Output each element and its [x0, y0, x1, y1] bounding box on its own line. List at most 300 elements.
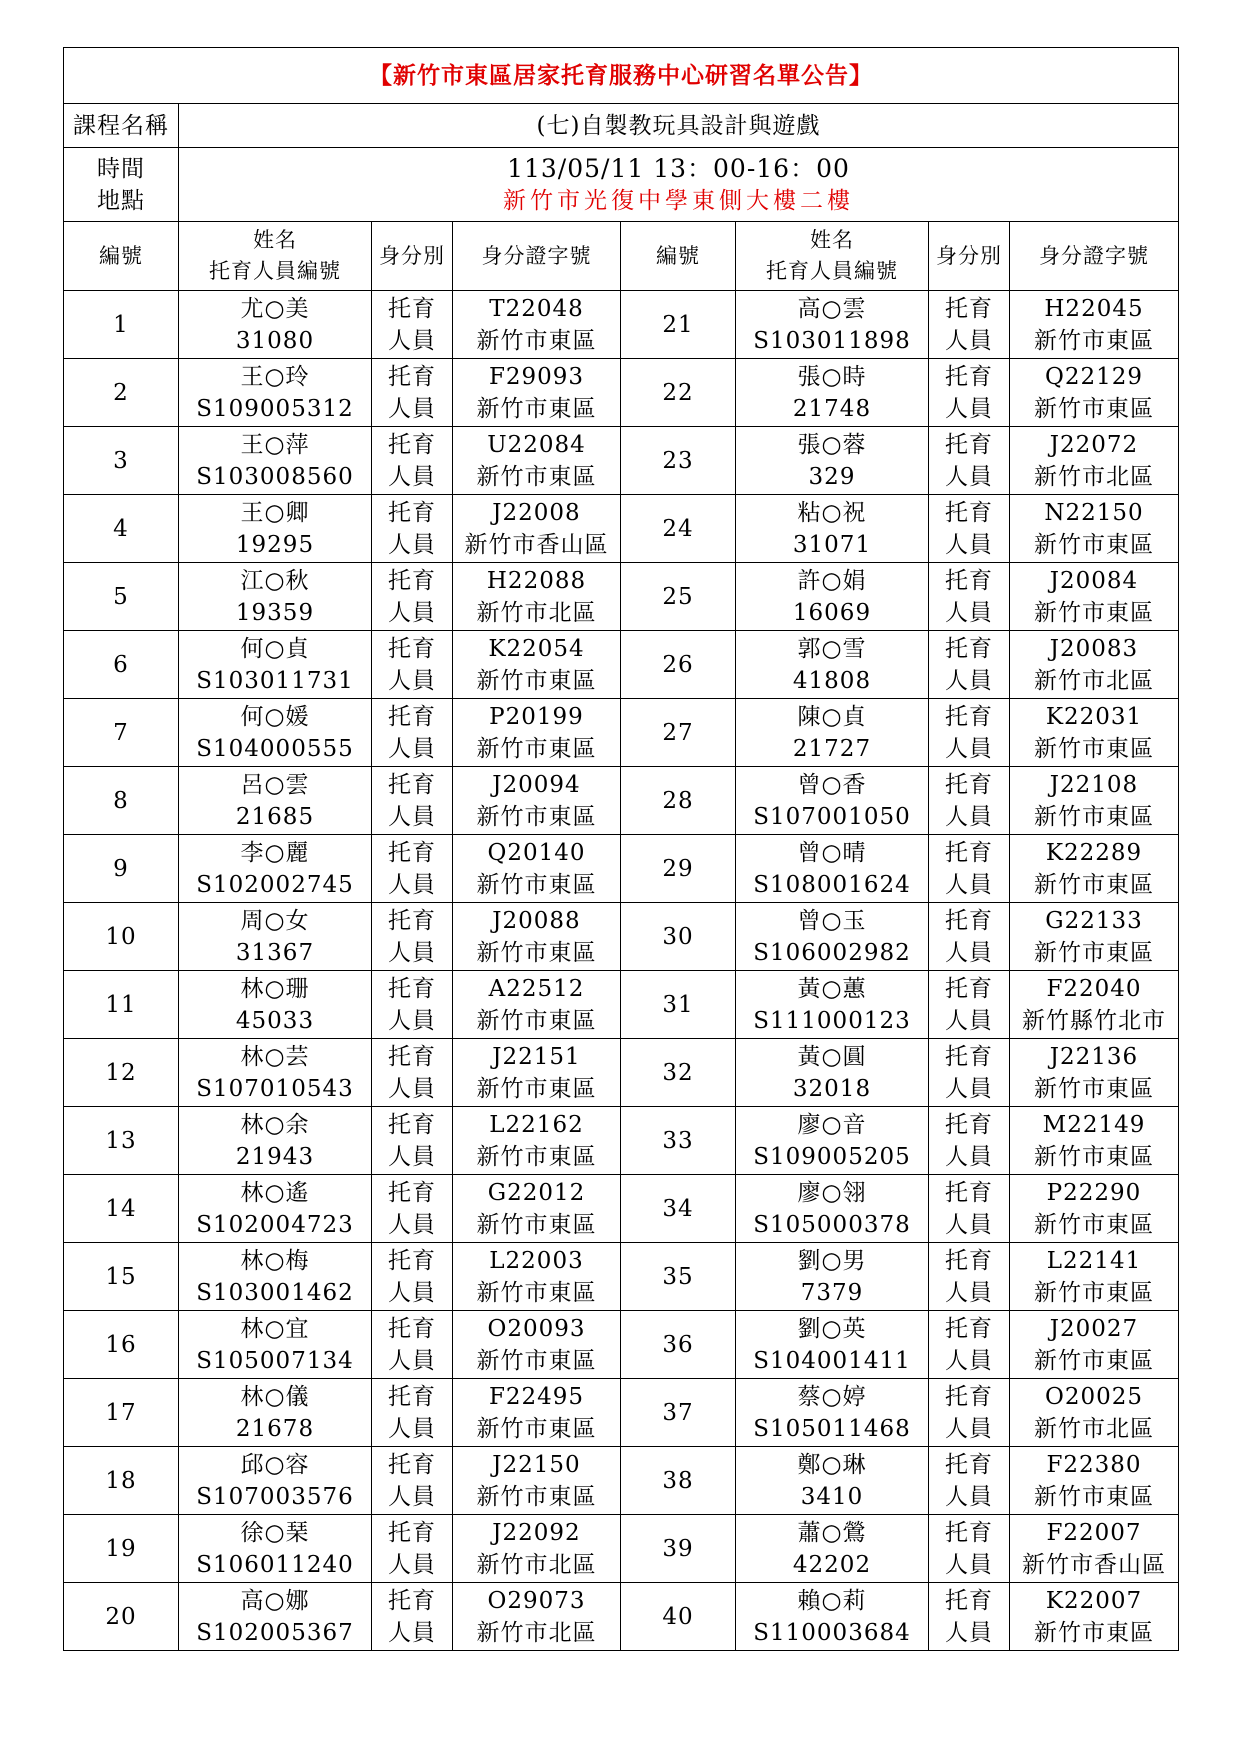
row-number: 39: [621, 1515, 736, 1583]
person-role-line1: 托育: [388, 567, 436, 594]
person-role-line1: 托育: [945, 771, 993, 798]
person-name-line2: S104001411: [753, 1347, 911, 1374]
person-name-line2: S105007134: [196, 1347, 354, 1374]
row-number: 40: [621, 1583, 736, 1651]
person-role-line1: 托育: [945, 703, 993, 730]
row-number: 1: [64, 291, 179, 359]
person-id-line1: J20088: [492, 907, 581, 934]
person-id: [453, 495, 621, 563]
person-id-line2: 新竹市東區: [1034, 1619, 1154, 1646]
person-name-line2: S103011898: [753, 327, 911, 354]
person-name-line1: 曾○玉: [797, 907, 867, 934]
person-id-line2: 新竹市東區: [476, 1143, 597, 1170]
person-id-line2: 新竹市東區: [1034, 1143, 1154, 1170]
person-name-line1: 劉○男: [797, 1247, 867, 1274]
person-name-line2: 21685: [235, 803, 315, 830]
person-name-line2: 21943: [235, 1143, 315, 1170]
person-role: [929, 291, 1010, 359]
person-name-line1: 邱○容: [240, 1451, 310, 1478]
row-number: 16: [64, 1311, 179, 1379]
person-role: [372, 291, 453, 359]
table-row: [64, 1175, 1179, 1243]
person-role: [372, 1175, 453, 1243]
person-name: [179, 699, 372, 767]
person-role-line2: 人員: [945, 531, 993, 558]
roster-table: [63, 47, 1179, 1651]
person-role-line1: 托育: [388, 771, 436, 798]
person-name-line2: 45033: [235, 1007, 315, 1034]
header-id: 身分證字號: [453, 222, 621, 291]
person-id-line1: O20093: [487, 1315, 586, 1342]
person-name-line2: 21727: [792, 735, 872, 762]
person-id-line2: 新竹市東區: [476, 735, 597, 762]
person-id-line1: K22289: [1045, 839, 1143, 866]
person-role-line2: 人員: [388, 1211, 436, 1238]
person-role-line2: 人員: [388, 939, 436, 966]
person-id-line2: 新竹市東區: [1034, 803, 1154, 830]
person-id-line2: 新竹市東區: [1034, 1211, 1154, 1238]
person-role: [929, 563, 1010, 631]
row-number: 37: [621, 1379, 736, 1447]
person-name: [736, 563, 929, 631]
person-role-line1: 托育: [945, 1043, 993, 1070]
person-name-line2: S107001050: [753, 803, 911, 830]
person-id-line2: 新竹市東區: [476, 1415, 597, 1442]
person-role-line2: 人員: [945, 1551, 993, 1578]
person-name-line2: 32018: [792, 1075, 872, 1102]
person-id-line2: 新竹市東區: [476, 1007, 597, 1034]
person-name: [736, 1515, 929, 1583]
person-name: [179, 631, 372, 699]
person-name-line1: 何○貞: [240, 635, 310, 662]
person-role: [929, 835, 1010, 903]
person-role-line1: 托育: [388, 1111, 436, 1138]
row-number: 33: [621, 1107, 736, 1175]
person-name-line2: 7379: [800, 1279, 864, 1306]
person-name: [179, 1311, 372, 1379]
person-name-line2: 3410: [800, 1483, 864, 1510]
person-role-line2: 人員: [945, 463, 993, 490]
person-id-line1: M22149: [1042, 1111, 1146, 1138]
person-name: [179, 1447, 372, 1515]
person-role: [372, 1447, 453, 1515]
person-role-line1: 托育: [945, 567, 993, 594]
person-name-line2: S103001462: [196, 1279, 354, 1306]
header-name-line1: 姓名: [810, 228, 854, 252]
person-name: [179, 359, 372, 427]
person-id: [1010, 903, 1179, 971]
person-name: [179, 903, 372, 971]
person-role: [929, 767, 1010, 835]
table-row: [64, 1379, 1179, 1447]
table-row: [64, 1447, 1179, 1515]
person-name: [736, 291, 929, 359]
person-role: [929, 971, 1010, 1039]
person-role-line2: 人員: [945, 939, 993, 966]
person-id-line1: U22084: [487, 431, 586, 458]
person-name-line1: 江○秋: [240, 567, 310, 594]
page-title: 【新竹市東區居家托育服務中心研習名單公告】: [64, 48, 1179, 104]
person-name: [736, 1379, 929, 1447]
person-id-line2: 新竹市東區: [1034, 735, 1154, 762]
person-role: [929, 1379, 1010, 1447]
row-number: 3: [64, 427, 179, 495]
person-id: [1010, 971, 1179, 1039]
datetime-value: 113/05/11 13：00-16：00: [507, 153, 850, 183]
person-name-line2: S107003576: [196, 1483, 354, 1510]
person-id-line1: Q22129: [1044, 363, 1144, 390]
person-id-line1: F22007: [1046, 1519, 1142, 1546]
person-name-line1: 林○梅: [240, 1247, 310, 1274]
person-id-line1: J22072: [1049, 431, 1139, 458]
person-id-line1: F22380: [1046, 1451, 1142, 1478]
table-row: [64, 767, 1179, 835]
person-name-line1: 周○女: [240, 907, 310, 934]
person-role-line1: 托育: [945, 431, 993, 458]
person-name-line2: S104000555: [196, 735, 354, 762]
person-role-line2: 人員: [388, 735, 436, 762]
person-role-line2: 人員: [388, 531, 436, 558]
person-id: [453, 1311, 621, 1379]
person-id: [453, 1447, 621, 1515]
row-number: 31: [621, 971, 736, 1039]
person-name: [179, 1583, 372, 1651]
person-role: [372, 1583, 453, 1651]
person-role-line2: 人員: [388, 1415, 436, 1442]
person-role-line2: 人員: [945, 395, 993, 422]
person-id-line2: 新竹市東區: [1034, 327, 1154, 354]
person-id-line1: J20027: [1049, 1315, 1139, 1342]
person-role-line1: 托育: [945, 1247, 993, 1274]
person-id: [453, 1515, 621, 1583]
person-id: [1010, 1175, 1179, 1243]
person-role-line1: 托育: [945, 1179, 993, 1206]
row-number: 22: [621, 359, 736, 427]
person-id-line2: 新竹市東區: [476, 1483, 597, 1510]
person-name-line2: 329: [808, 463, 856, 490]
table-row: [64, 971, 1179, 1039]
person-name-line2: 19359: [235, 599, 315, 626]
person-id: [453, 971, 621, 1039]
person-role-line2: 人員: [388, 1347, 436, 1374]
person-name-line2: S105011468: [753, 1415, 911, 1442]
person-name-line2: S103008560: [196, 463, 354, 490]
person-id-line1: O29073: [487, 1587, 586, 1614]
person-id: [453, 291, 621, 359]
person-role-line2: 人員: [388, 395, 436, 422]
person-name: [736, 1447, 929, 1515]
person-name-line1: 廖○翎: [797, 1179, 867, 1206]
person-name: [736, 835, 929, 903]
person-name-line1: 王○玲: [240, 363, 310, 390]
person-id-line2: 新竹市東區: [1034, 1279, 1154, 1306]
row-number: 2: [64, 359, 179, 427]
person-role-line1: 托育: [388, 1383, 436, 1410]
person-name: [736, 971, 929, 1039]
person-role-line1: 托育: [388, 1179, 436, 1206]
row-number: 27: [621, 699, 736, 767]
person-id: [1010, 835, 1179, 903]
table-row: [64, 1243, 1179, 1311]
person-id: [1010, 1107, 1179, 1175]
person-role-line1: 托育: [388, 1247, 436, 1274]
person-role: [929, 1039, 1010, 1107]
row-number: 20: [64, 1583, 179, 1651]
row-number: 28: [621, 767, 736, 835]
person-id: [1010, 631, 1179, 699]
person-name-line1: 張○時: [797, 363, 867, 390]
time-place-value: [179, 148, 1179, 222]
table-row: [64, 1515, 1179, 1583]
header-no: 編號: [64, 222, 179, 291]
row-number: 11: [64, 971, 179, 1039]
person-role: [372, 563, 453, 631]
person-id-line1: J22136: [1049, 1043, 1139, 1070]
person-role: [929, 1107, 1010, 1175]
row-number: 7: [64, 699, 179, 767]
person-id: [1010, 1515, 1179, 1583]
row-number: 35: [621, 1243, 736, 1311]
person-name-line1: 黃○圓: [797, 1043, 867, 1070]
person-name-line2: S102004723: [196, 1211, 354, 1238]
person-id-line2: 新竹市東區: [1034, 1483, 1154, 1510]
row-number: 23: [621, 427, 736, 495]
table-row: [64, 1039, 1179, 1107]
person-role: [372, 1311, 453, 1379]
person-name: [736, 1107, 929, 1175]
person-id-line2: 新竹市北區: [476, 1551, 597, 1578]
person-name-line1: 蕭○鶯: [797, 1519, 867, 1546]
person-name-line1: 尤○美: [240, 295, 310, 322]
person-role-line2: 人員: [388, 1143, 436, 1170]
person-id: [1010, 291, 1179, 359]
person-id-line2: 新竹市北區: [476, 1619, 597, 1646]
person-name-line1: 黃○蕙: [797, 975, 867, 1002]
person-id: [453, 699, 621, 767]
person-id-line2: 新竹市東區: [1034, 395, 1154, 422]
person-role-line1: 托育: [388, 975, 436, 1002]
person-name-line2: S103011731: [196, 667, 354, 694]
person-name-line1: 高○娜: [240, 1587, 310, 1614]
person-id-line1: P20199: [489, 703, 584, 730]
person-id: [1010, 1379, 1179, 1447]
row-number: 15: [64, 1243, 179, 1311]
person-role: [372, 1243, 453, 1311]
row-number: 12: [64, 1039, 179, 1107]
person-role: [929, 359, 1010, 427]
person-id: [453, 1379, 621, 1447]
person-role-line1: 托育: [945, 295, 993, 322]
person-name-line2: S106002982: [753, 939, 911, 966]
person-id-line1: K22054: [488, 635, 585, 662]
person-role-line2: 人員: [945, 1415, 993, 1442]
person-name-line2: S102002745: [196, 871, 354, 898]
person-name: [736, 1175, 929, 1243]
person-id-line1: F22495: [488, 1383, 585, 1410]
person-name-line1: 徐○琹: [240, 1519, 310, 1546]
person-id-line1: A22512: [488, 975, 585, 1002]
person-name: [736, 1039, 929, 1107]
person-role-line2: 人員: [945, 667, 993, 694]
person-id-line1: J22092: [492, 1519, 581, 1546]
person-role-line1: 托育: [388, 703, 436, 730]
person-role-line2: 人員: [388, 1483, 436, 1510]
person-id: [453, 903, 621, 971]
person-name-line2: S107010543: [196, 1075, 354, 1102]
person-role-line1: 托育: [388, 1451, 436, 1478]
table-row: [64, 427, 1179, 495]
row-number: 38: [621, 1447, 736, 1515]
person-role: [372, 495, 453, 563]
person-id: [1010, 359, 1179, 427]
person-name-line1: 林○遙: [240, 1179, 310, 1206]
person-id-line1: K22007: [1045, 1587, 1143, 1614]
person-name: [179, 291, 372, 359]
person-role-line2: 人員: [945, 1347, 993, 1374]
person-role: [372, 359, 453, 427]
person-id-line1: O20025: [1044, 1383, 1144, 1410]
person-name-line1: 蔡○婷: [797, 1383, 867, 1410]
person-id-line2: 新竹市北區: [1034, 667, 1154, 694]
person-role-line1: 托育: [388, 363, 436, 390]
course-name: (七)自製教玩具設計與遊戲: [179, 104, 1179, 148]
person-id: [1010, 1311, 1179, 1379]
row-number: 4: [64, 495, 179, 563]
person-name-line2: 31080: [235, 327, 315, 354]
person-role-line2: 人員: [945, 327, 993, 354]
person-role-line2: 人員: [945, 735, 993, 762]
row-number: 36: [621, 1311, 736, 1379]
row-number: 18: [64, 1447, 179, 1515]
person-role: [372, 903, 453, 971]
person-id: [453, 1583, 621, 1651]
person-id-line2: 新竹市北區: [476, 599, 597, 626]
person-role-line2: 人員: [388, 1279, 436, 1306]
row-number: 29: [621, 835, 736, 903]
person-role: [372, 631, 453, 699]
person-role-line2: 人員: [945, 1211, 993, 1238]
person-name-line1: 何○媛: [240, 703, 310, 730]
person-id: [453, 631, 621, 699]
person-id-line1: N22150: [1044, 499, 1144, 526]
person-id: [1010, 495, 1179, 563]
person-name-line1: 林○珊: [240, 975, 310, 1002]
person-role-line2: 人員: [945, 1483, 993, 1510]
person-id-line1: T22048: [489, 295, 584, 322]
person-role-line1: 托育: [945, 635, 993, 662]
person-id-line2: 新竹市東區: [1034, 939, 1154, 966]
person-role-line2: 人員: [945, 1619, 993, 1646]
person-name: [736, 767, 929, 835]
row-number: 9: [64, 835, 179, 903]
person-id: [453, 1175, 621, 1243]
header-id-2: 身分證字號: [1010, 222, 1179, 291]
header-name: [179, 222, 372, 291]
person-name-line1: 呂○雲: [240, 771, 310, 798]
person-name-line1: 郭○雪: [797, 635, 867, 662]
time-place-label: [64, 148, 179, 222]
person-name-line2: S109005312: [196, 395, 354, 422]
person-id-line2: 新竹市北區: [1034, 1415, 1154, 1442]
person-role-line1: 托育: [388, 907, 436, 934]
table-row: [64, 495, 1179, 563]
person-role-line1: 托育: [388, 839, 436, 866]
person-role: [929, 427, 1010, 495]
person-role-line2: 人員: [388, 871, 436, 898]
person-name-line1: 陳○貞: [797, 703, 867, 730]
person-id-line1: J22008: [492, 499, 581, 526]
person-role-line1: 托育: [388, 1043, 436, 1070]
person-role: [372, 835, 453, 903]
person-name: [736, 1583, 929, 1651]
person-id-line1: L22162: [489, 1111, 584, 1138]
person-name: [736, 427, 929, 495]
person-id-line1: Q20140: [487, 839, 586, 866]
person-role: [929, 903, 1010, 971]
row-number: 34: [621, 1175, 736, 1243]
table-row: [64, 903, 1179, 971]
person-role: [929, 1447, 1010, 1515]
row-number: 14: [64, 1175, 179, 1243]
person-name: [736, 1243, 929, 1311]
row-number: 21: [621, 291, 736, 359]
person-id-line2: 新竹市東區: [476, 1347, 597, 1374]
person-id: [453, 1107, 621, 1175]
person-name-line2: S106011240: [196, 1551, 354, 1578]
person-role-line1: 托育: [388, 1519, 436, 1546]
person-id: [453, 1039, 621, 1107]
person-role-line1: 托育: [945, 1587, 993, 1614]
person-id: [453, 767, 621, 835]
person-role-line2: 人員: [945, 1007, 993, 1034]
person-name-line1: 賴○莉: [797, 1587, 867, 1614]
person-role: [929, 1175, 1010, 1243]
person-id-line2: 新竹市東區: [476, 1279, 597, 1306]
person-role-line2: 人員: [388, 1007, 436, 1034]
person-name: [179, 1243, 372, 1311]
row-number: 10: [64, 903, 179, 971]
person-id-line2: 新竹市東區: [1034, 1075, 1154, 1102]
course-row: [64, 104, 1179, 148]
person-id-line1: F22040: [1046, 975, 1142, 1002]
row-number: 24: [621, 495, 736, 563]
person-role: [929, 1515, 1010, 1583]
person-name: [179, 1107, 372, 1175]
person-id-line2: 新竹市東區: [1034, 1347, 1154, 1374]
person-name-line1: 高○雲: [797, 295, 867, 322]
header-no-2: 編號: [621, 222, 736, 291]
person-id-line2: 新竹市東區: [476, 939, 597, 966]
person-name-line2: 31071: [792, 531, 872, 558]
person-id-line1: J22108: [1049, 771, 1139, 798]
person-role-line1: 托育: [945, 975, 993, 1002]
person-id-line1: J20083: [1049, 635, 1139, 662]
person-id-line2: 新竹市北區: [1034, 463, 1154, 490]
person-name-line1: 林○余: [240, 1111, 310, 1138]
person-name-line1: 林○宜: [240, 1315, 310, 1342]
person-id: [1010, 699, 1179, 767]
person-name: [179, 1515, 372, 1583]
course-label: 課程名稱: [64, 104, 179, 148]
header-name-line2: 托育人員編號: [209, 259, 341, 283]
person-name-line2: S105000378: [753, 1211, 911, 1238]
person-role-line2: 人員: [945, 599, 993, 626]
table-row: [64, 699, 1179, 767]
person-role: [929, 495, 1010, 563]
person-name-line2: 42202: [792, 1551, 872, 1578]
person-id-line2: 新竹市東區: [476, 803, 597, 830]
person-role: [929, 631, 1010, 699]
